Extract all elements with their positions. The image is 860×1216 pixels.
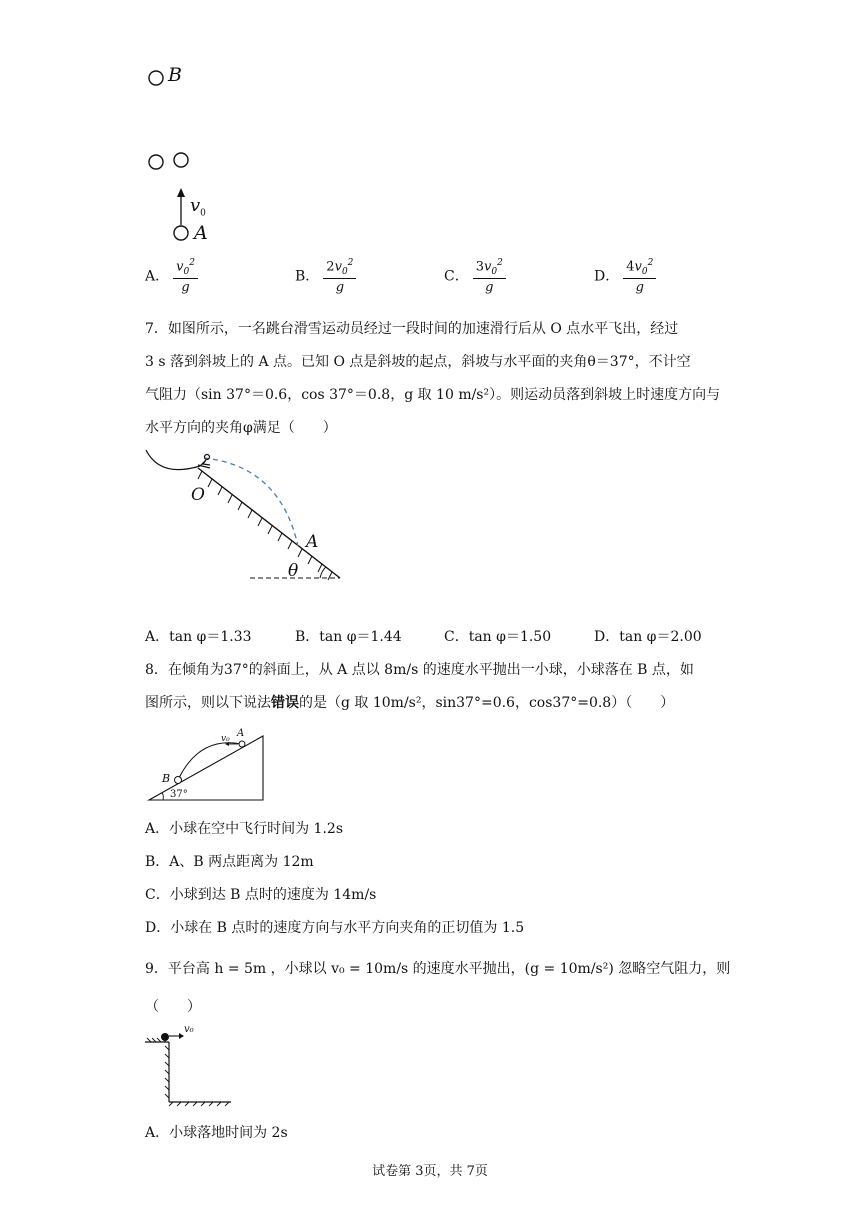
q7-label-a: A <box>306 532 319 552</box>
q9-option-a[interactable]: A．小球落地时间为 2s <box>145 1125 288 1141</box>
q7-line-3: 气阻力（sin 37°＝0.6，cos 37°＝0.8，g 取 10 m/s²）。则运动员落到斜坡上时速度方向与 <box>145 387 721 403</box>
ball-a <box>239 741 245 747</box>
label-b: B <box>168 64 182 86</box>
ball <box>161 1033 169 1041</box>
q7-line-2: 3 s 落到斜坡上的 A 点。已知 O 点是斜坡的起点，斜坡与水平面的夹角θ＝37°，不计空 <box>145 354 691 370</box>
q9-label-v0: v₀ <box>184 1024 194 1035</box>
slope-line <box>198 468 340 578</box>
q8-label-b: B <box>162 772 171 785</box>
q7-option-c[interactable]: C．tan φ＝1.50 <box>444 629 552 645</box>
q6-option-c[interactable]: C． $\frac{3v_0^2}{g}$ <box>444 258 506 295</box>
ramp-curve <box>146 450 200 470</box>
incline-trajectory <box>178 743 241 780</box>
q8-label-a: A <box>237 728 245 739</box>
ball-a <box>174 226 188 240</box>
slope-hatching <box>198 471 332 580</box>
angle-arc <box>162 793 163 800</box>
ball-right <box>174 153 188 167</box>
label-a: A <box>194 222 208 244</box>
ball-left <box>149 155 163 169</box>
page-footer: 试卷第 3页，共 7页 <box>372 1164 488 1179</box>
q8-label-v0: v₀ <box>221 734 230 744</box>
q8-incline-figure <box>145 728 270 804</box>
incline-triangle <box>149 736 263 800</box>
q8-line-2: 图所示，则以下说法错误的是（g 取 10m/s²，sin37°=0.6，cos37°=0.8）（ ） <box>145 695 675 711</box>
q7-line-4: 水平方向的夹角φ满足（ ） <box>145 420 337 436</box>
q6-option-b[interactable]: B． $\frac{2v_0^2}{g}$ <box>295 258 356 295</box>
angle-arc <box>320 567 326 578</box>
trajectory-dashed <box>204 458 298 546</box>
arrow-head-icon <box>177 188 185 197</box>
label-v0: $v_0$ <box>190 195 206 219</box>
q9-line-2: （ ） <box>145 999 201 1015</box>
q8-option-d[interactable]: D．小球在 B 点时的速度方向与水平方向夹角的正切值为 1.5 <box>145 920 525 936</box>
q7-line-1: 7．如图所示，一名跳台滑雪运动员经过一段时间的加速滑行后从 O 点水平飞出，经过 <box>145 321 679 337</box>
q9-line-1: 9．平台高 h = 5m ，小球以 v₀ = 10m/s 的速度水平抛出，(g = 10m/s²) 忽略空气阻力，则 <box>145 961 731 977</box>
q7-option-a[interactable]: A．tan φ＝1.33 <box>145 629 252 645</box>
q8-option-b[interactable]: B．A、B 两点距离为 12m <box>145 854 314 870</box>
q8-option-c[interactable]: C．小球到达 B 点时的速度为 14m/s <box>145 887 377 903</box>
q7-ski-slope-figure <box>140 448 350 588</box>
q8-option-a[interactable]: A．小球在空中飞行时间为 1.2s <box>145 821 344 837</box>
q6-option-a[interactable]: A． $\frac{v_0^2}{g}$ <box>145 258 198 295</box>
q7-option-d[interactable]: D．tan φ＝2.00 <box>594 629 702 645</box>
q6-figure <box>140 60 230 250</box>
q7-label-theta: θ <box>288 561 299 581</box>
ball-b <box>175 777 182 784</box>
q8-label-angle: 37° <box>170 789 188 800</box>
ball-b <box>149 71 163 85</box>
q7-label-o: O <box>191 485 205 505</box>
q7-option-b[interactable]: B．tan φ＝1.44 <box>295 629 402 645</box>
skier-icon <box>198 455 210 469</box>
wall-hatching <box>165 1046 169 1098</box>
q8-line-1: 8．在倾角为37°的斜面上，从 A 点以 8m/s 的速度水平抛出一小球，小球落在 B 点，如 <box>145 662 694 678</box>
q9-platform-figure <box>143 1024 233 1114</box>
q6-option-d[interactable]: D． $\frac{4v_0^2}{g}$ <box>594 258 656 295</box>
